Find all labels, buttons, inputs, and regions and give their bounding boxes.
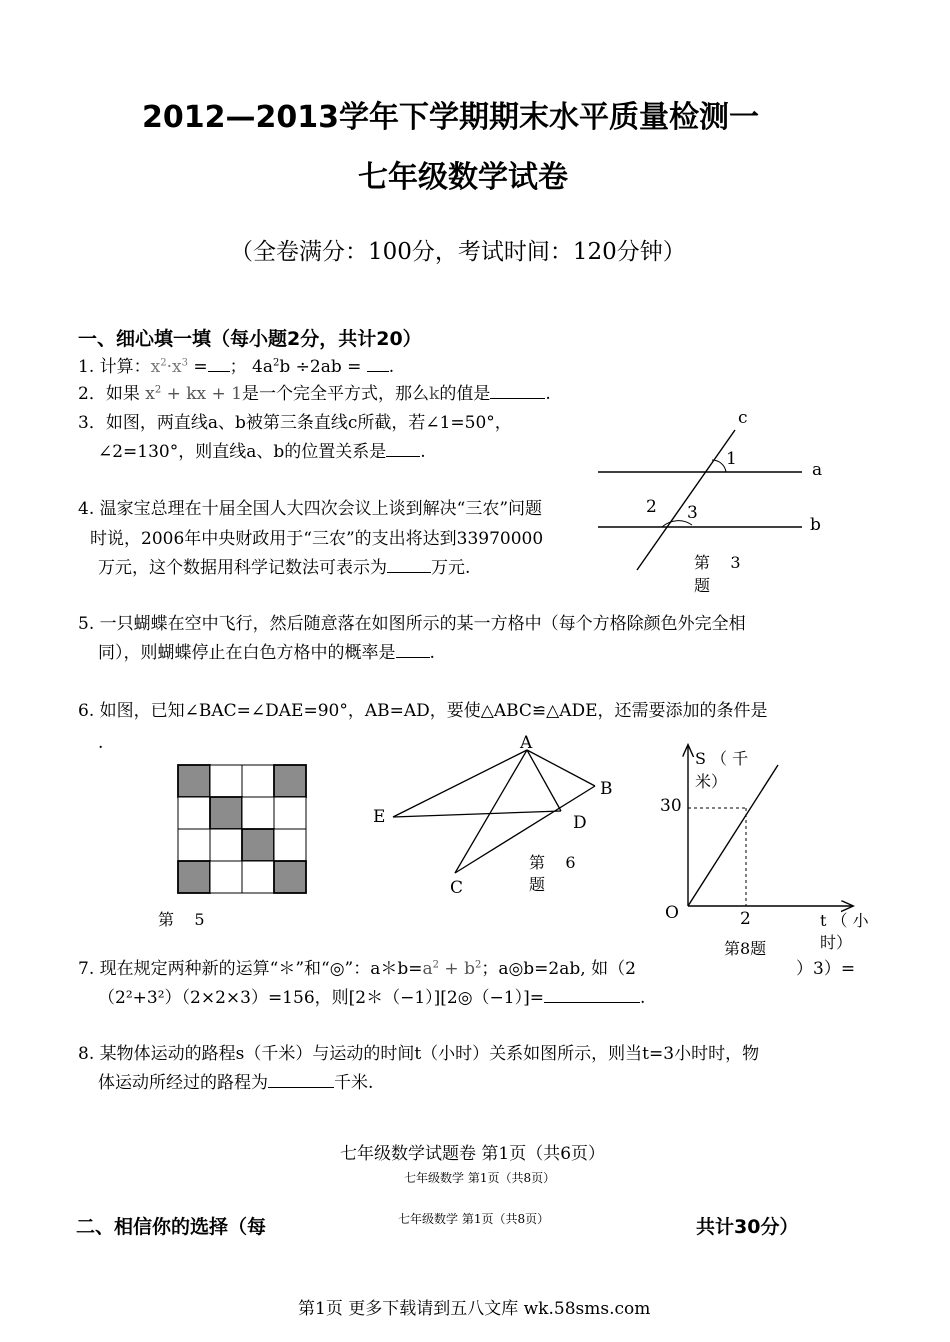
section2-heading-right: 共计30分） bbox=[696, 1216, 799, 1238]
grid-cell bbox=[242, 829, 274, 861]
grid-cell bbox=[178, 765, 210, 797]
question-3-line1: 3．如图，两直线a、b被第三条直线c所截，若∠1=50°， bbox=[78, 413, 512, 433]
q1-expr: $x^2\cdot x^3$ bbox=[150, 357, 188, 377]
figure-3-caption-2: 题 bbox=[694, 576, 711, 595]
download-footer: 第1页 更多下载请到五八文库 wk.58sms.com bbox=[298, 1299, 651, 1319]
page-footer-small-1: 七年级数学 第1页（共8页） bbox=[404, 1171, 556, 1185]
label-c: c bbox=[738, 408, 748, 428]
origin-O: O bbox=[665, 903, 679, 923]
label-angle-1: 1 bbox=[726, 449, 737, 469]
grid-cell bbox=[274, 829, 306, 861]
figure-3-caption: 第 3 bbox=[694, 553, 741, 572]
question-7-line1-tail: ）3）= bbox=[796, 959, 856, 979]
exam-title-line1: 2012—2013学年下学期期末水平质量检测一 bbox=[142, 100, 759, 135]
figure-3-parallel-lines bbox=[590, 400, 840, 600]
y-axis-label-2: 米） bbox=[695, 772, 728, 791]
grid-cell bbox=[178, 829, 210, 861]
label-A: A bbox=[520, 733, 533, 753]
figure-8-graph bbox=[640, 740, 900, 960]
figure-5-caption: 第 5 bbox=[158, 910, 205, 929]
q2-blank[interactable] bbox=[490, 398, 545, 399]
grid-cell bbox=[210, 797, 242, 829]
x-axis-label: t （ 小 bbox=[820, 911, 869, 930]
label-C: C bbox=[450, 878, 464, 898]
question-4-line1: 4. 温家宝总理在十届全国人大四次会议上谈到解决“三农”问题 bbox=[78, 499, 543, 519]
figure-6-triangles bbox=[365, 730, 625, 910]
grid-cell bbox=[210, 765, 242, 797]
question-2: 2．如果 $x^2$ + kx + 1是一个完全平方式，那么k的值是 . bbox=[78, 384, 551, 404]
q8-blank[interactable] bbox=[268, 1087, 334, 1088]
question-6-line1: 6. 如图，已知∠BAC=∠DAE=90°，AB=AD，要使△ABC≌△ADE，还需要添加的条件是 bbox=[78, 701, 768, 721]
x-axis-label-2: 时） bbox=[820, 933, 853, 952]
question-6-line2: . bbox=[98, 733, 104, 753]
label-a: a bbox=[812, 460, 823, 480]
page-footer-main: 七年级数学试题卷 第1页（共6页） bbox=[340, 1144, 606, 1164]
question-5-line1: 5. 一只蝴蝶在空中飞行，然后随意落在如图所示的某一方格中（每个方格除颜色外完全相 bbox=[78, 614, 746, 634]
grid-cell bbox=[210, 861, 242, 893]
y-tick-30: 30 bbox=[660, 796, 682, 816]
grid-cell bbox=[178, 861, 210, 893]
grid-cell bbox=[178, 797, 210, 829]
grid-cell bbox=[274, 861, 306, 893]
grid-cell bbox=[242, 861, 274, 893]
figure-5-grid bbox=[158, 763, 321, 933]
question-7-line2: （2²+3²）（2×2×3）=156，则[2＊（−1）][2◎（−1）]= . bbox=[98, 988, 646, 1008]
label-E: E bbox=[373, 807, 386, 827]
q1-blank-1[interactable] bbox=[208, 371, 230, 372]
grid-cell bbox=[242, 765, 274, 797]
question-8-line1: 8. 某物体运动的路程s（千米）与运动的时间t（小时）关系如图所示，则当t=3小时时，物 bbox=[78, 1044, 760, 1064]
label-D: D bbox=[573, 813, 587, 833]
figure-8-caption: 第8题 bbox=[724, 939, 767, 958]
label-angle-3: 3 bbox=[687, 503, 698, 523]
question-5-line2: 同），则蝴蝶停止在白色方格中的概率是 . bbox=[98, 643, 435, 663]
label-B: B bbox=[600, 779, 613, 799]
exam-title-line2: 七年级数学试卷 bbox=[358, 160, 568, 195]
figure-6-caption: 第 6 bbox=[529, 853, 576, 872]
question-1: 1. 计算：$x^2\cdot x^3$ = ； $4a^2b \div 2ab$ = . bbox=[78, 357, 395, 377]
q7-blank[interactable] bbox=[544, 1002, 640, 1003]
grid-cell bbox=[210, 829, 242, 861]
figure-6-caption-2: 题 bbox=[529, 875, 546, 894]
question-4-line3: 万元，这个数据用科学记数法可表示为 万元. bbox=[98, 558, 471, 578]
section2-heading-left: 二、相信你的选择（每 bbox=[76, 1216, 267, 1238]
question-3-line2: ∠2=130°，则直线a、b的位置关系是 . bbox=[98, 442, 426, 462]
question-7-line1: 7. 现在规定两种新的运算“＊”和“◎”：$a*b=a^2 + b^2$；a◎b=2ab, 如（2 bbox=[78, 959, 636, 979]
question-4-line2: 时说，2006年中央财政用于“三农”的支出将达到33970000 bbox=[90, 529, 544, 549]
page-footer-small-2: 七年级数学 第1页（共8页） bbox=[398, 1212, 550, 1226]
label-angle-2: 2 bbox=[646, 497, 657, 517]
section1-heading: 一、细心填一填（每小题2分，共计20） bbox=[78, 328, 422, 350]
q1-blank-2[interactable] bbox=[367, 371, 389, 372]
grid-cell bbox=[274, 765, 306, 797]
q1-prefix: 1. 计算： bbox=[78, 357, 151, 377]
exam-subtitle: （全卷满分：100分，考试时间：120分钟） bbox=[230, 239, 686, 265]
angle-1-arc bbox=[712, 460, 726, 472]
y-axis-label: S （ 千 bbox=[695, 749, 749, 768]
grid-cell bbox=[274, 797, 306, 829]
q3-blank[interactable] bbox=[386, 456, 420, 457]
label-b: b bbox=[810, 515, 821, 535]
q4-blank[interactable] bbox=[387, 572, 431, 573]
x-tick-2: 2 bbox=[740, 909, 751, 929]
grid-cell bbox=[242, 797, 274, 829]
q5-blank[interactable] bbox=[396, 657, 430, 658]
question-8-line2: 体运动所经过的路程为 千米. bbox=[98, 1073, 374, 1093]
